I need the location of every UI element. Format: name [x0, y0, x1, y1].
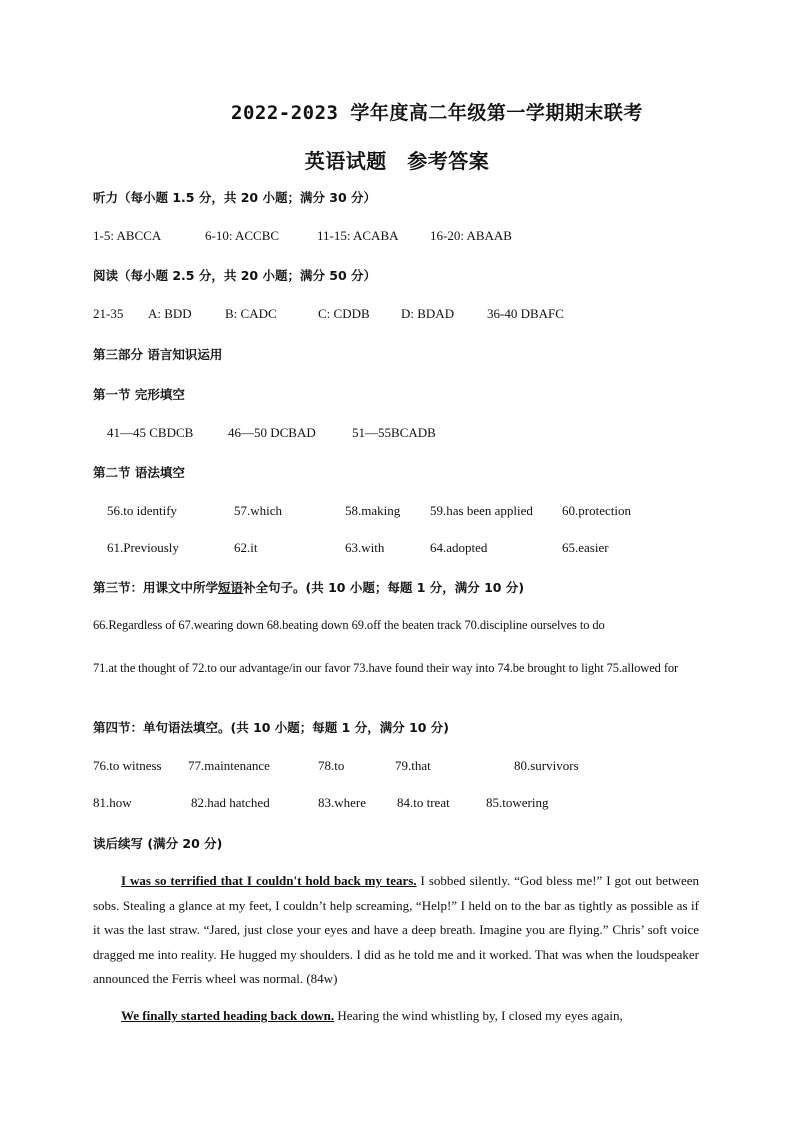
answer-group: 6-10: ACCBC — [205, 228, 280, 243]
answer-item: 85.towering — [486, 795, 549, 810]
answer-group: 11-15: ACABA — [317, 228, 399, 243]
section2-heading: 第二节 语法填空 — [93, 465, 185, 480]
answer-group: A: BDD — [148, 306, 192, 321]
writing-paragraph-2 — [93, 1004, 699, 1029]
answer-group: 51—55BCADB — [352, 425, 436, 440]
answer-item: 62.it — [234, 540, 258, 555]
answer-group: 16-20: ABAAB — [430, 228, 512, 243]
answer-item: 82.had hatched — [191, 795, 270, 810]
answer-item: 65.easier — [562, 540, 609, 555]
answer-group: 41—45 CBDCB — [107, 425, 194, 440]
answer-group: 46—50 DCBAD — [228, 425, 316, 440]
answer-group: 36-40 DBAFC — [487, 306, 564, 321]
answer-item: 84.to treat — [397, 795, 450, 810]
phrase-answers-line-1: 66.Regardless of 67.wearing down 68.beating down 69.off the beaten track 70.discipline ourselves to do — [93, 618, 605, 632]
section1-heading: 第一节 完形填空 — [93, 387, 185, 402]
answer-item: 57.which — [234, 503, 283, 518]
listening-heading: 听力（每小题 1.5 分，共 20 小题；满分 30 分） — [93, 190, 377, 205]
answer-group: B: CADC — [225, 306, 277, 321]
answer-item: 77.maintenance — [188, 758, 270, 773]
answer-item: 78.to — [318, 758, 345, 773]
paragraph-body: I sobbed silently. “God bless me!” I got out between sobs. Stealing a glance at my feet, I couldn’t help screaming, “Help!” I held on to the bar as tightly as possible as if it was the last straw. “Jared, just close your eyes and have a deep breath. Imagine you are flying.” Chris’ soft voice dragged me into reality. He hugged my shoulders. I did as he told me and it worked. That was when the loudspeaker announced the Ferris wheel was normal. (84w) — [93, 873, 699, 986]
paragraph-lead-sentence: We finally started heading back down. — [121, 1008, 335, 1023]
answer-group: C: CDDB — [318, 306, 370, 321]
answer-item: 80.survivors — [514, 758, 579, 773]
paragraph-lead-sentence: I was so terrified that I couldn't hold back my tears. — [121, 873, 417, 888]
answer-group: 1-5: ABCCA — [93, 228, 162, 243]
reading-heading: 阅读（每小题 2.5 分，共 20 小题；满分 50 分） — [93, 268, 377, 283]
section3-heading-text: 补全句子。(共 10 小题；每题 1 分，满分 10 分) — [243, 580, 525, 595]
section3-heading-underlined: 短语 — [218, 580, 244, 595]
answer-item: 64.adopted — [430, 540, 488, 555]
answer-group: D: BDAD — [401, 306, 455, 321]
answer-item: 60.protection — [562, 503, 631, 518]
answer-item: 59.has been applied — [430, 503, 533, 518]
page-title: 2022-2023 学年度高二年级第一学期期末联考 — [231, 102, 643, 124]
answer-item: 58.making — [345, 503, 401, 518]
section3-heading-text: 第三节：用课文中所学 — [93, 580, 219, 595]
answer-item: 81.how — [93, 795, 132, 810]
section4-heading: 第四节：单句语法填空。(共 10 小题；每题 1 分，满分 10 分) — [93, 720, 450, 735]
page-subtitle: 英语试题 参考答案 — [304, 149, 490, 173]
paragraph-body: Hearing the wind whistling by, I closed my eyes again, — [334, 1008, 623, 1023]
answer-item: 79.that — [395, 758, 431, 773]
writing-paragraph-1 — [93, 869, 699, 992]
answer-item: 63.with — [345, 540, 385, 555]
answer-item: 56.to identify — [107, 503, 178, 518]
answer-item: 61.Previously — [107, 540, 179, 555]
answer-item: 83.where — [318, 795, 367, 810]
phrase-answers-line-2: 71.at the thought of 72.to our advantage/in our favor 73.have found their way into 74.be brought to light 75.allowed for — [93, 661, 679, 675]
part3-heading: 第三部分 语言知识运用 — [93, 347, 223, 362]
answer-item: 76.to witness — [93, 758, 162, 773]
section3-heading — [93, 578, 524, 596]
writing-heading: 读后续写 (满分 20 分) — [93, 836, 223, 851]
answer-group: 21-35 — [93, 306, 124, 321]
